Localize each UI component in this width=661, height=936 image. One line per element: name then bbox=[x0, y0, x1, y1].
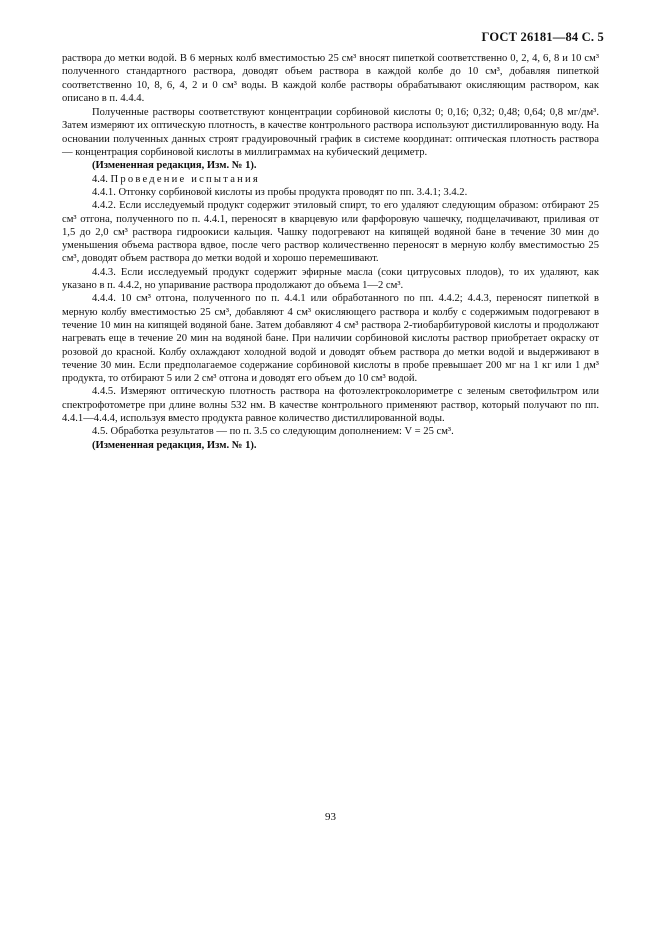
amendment-note: (Измененная редакция, Изм. № 1). bbox=[92, 439, 257, 451]
paragraph-4-4-3: 4.4.3. Если исследуемый продукт содержит эфирные масла (соки цитрусовых плодов), то их удаляют, как указано в п. 4.4.2, но упаривание раствора продолжают до объема 1—2 см³. bbox=[62, 266, 599, 292]
paragraph-calibration-graph: Полученные растворы соответствуют концентрации сорбиновой кислоты 0; 0,16; 0,32; 0,48; 0,64; 0,8 мг/дм³. Затем измеряют их оптическую плотность, в качестве контрольного раствора используют дистиллированную воду. На основании полученных данных строят градуировочный график в системе координат: оптическая плотность раствора — концентрация сорбиновой кислоты в миллиграммах на кубический дециметр. bbox=[62, 107, 599, 159]
section-heading-4-4 bbox=[62, 173, 599, 186]
page-number: 93 bbox=[325, 811, 336, 823]
section-title: Проведение испытания bbox=[110, 173, 260, 185]
paragraph-4-4-1: 4.4.1. Отгонку сорбиновой кислоты из пробы продукта проводят по пп. 3.4.1; 3.4.2. bbox=[92, 186, 468, 198]
amendment-note: (Измененная редакция, Изм. № 1). bbox=[92, 160, 257, 172]
paragraph-standard-solutions: раствора до метки водой. В 6 мерных колб вместимостью 25 см³ вносят пипеткой соответственно 0, 2, 4, 6, 8 и 10 см³ полученного стандартного раствора, доводят объем раствора в каждой колбе до 10 см³, добавляя пипеткой соответственно 10, 8, 6, 4, 2 и 0 см³ воды. В каждой колбе растворы обрабатывают окисляющим раствором, как описано в п. 4.4.4. bbox=[62, 53, 599, 104]
document-body bbox=[62, 52, 599, 452]
document-header: ГОСТ 26181—84 С. 5 bbox=[481, 30, 604, 44]
paragraph-4-4-4: 4.4.4. 10 см³ отгона, полученного по п. 4.4.1 или обработанного по пп. 4.4.2; 4.4.3, переносят пипеткой в мерную колбу вместимостью 25 см³, добавляют 4 см³ окисляющего раствора и колбу с содержимым подогревают в течение 10 мин на кипящей водяной бане. Затем добавляют 4 см³ раствора 2-тиобарбитуровой кислоты и продолжают нагревать еще в течение 20 мин на водяной бане. При наличии сорбиновой кислоты раствор приобретает окраску от розовой до красной. Колбу охлаждают холодной водой и доводят объем раствора до метки водой и выдерживают в течение 30 мин. Если предполагаемое содержание сорбиновой кислоты в пробе превышает 200 мг на 1 кг или 1 дм³ продукта, то отбирают 5 или 2 см³ отгона и доводят его объем до 10 см³ водой. bbox=[62, 293, 599, 385]
paragraph-4-4-2: 4.4.2. Если исследуемый продукт содержит этиловый спирт, то его удаляют следующим образом: отбирают 25 см³ отгона, полученного по п. 4.4.1, переносят в кварцевую или фарфоровую чашечку, подщелачивают, приливая от 1,5 до 2,0 см³ раствора гидроокиси кальция. Чашку подогревают на кипящей водяной бане в течение 30 мин до уменьшения объема раствора вдвое, после чего раствор количественно переносят в мерную колбу вместимостью 25 см³, доводят объем раствора до метки водой и хорошо перемешивают. bbox=[62, 200, 599, 265]
section-number: 4.4. bbox=[92, 173, 111, 185]
paragraph-4-5: 4.5. Обработка результатов — по п. 3.5 со следующим дополнением: V = 25 см³. bbox=[92, 426, 454, 438]
paragraph-4-4-5: 4.4.5. Измеряют оптическую плотность раствора на фотоэлектроколориметре с зеленым светофильтром или спектрофотометре при длине волны 532 нм. В качестве контрольного применяют раствор, который получают по пп. 4.4.1—4.4.4, используя вместо продукта равное количество дистиллированной воды. bbox=[62, 386, 599, 425]
